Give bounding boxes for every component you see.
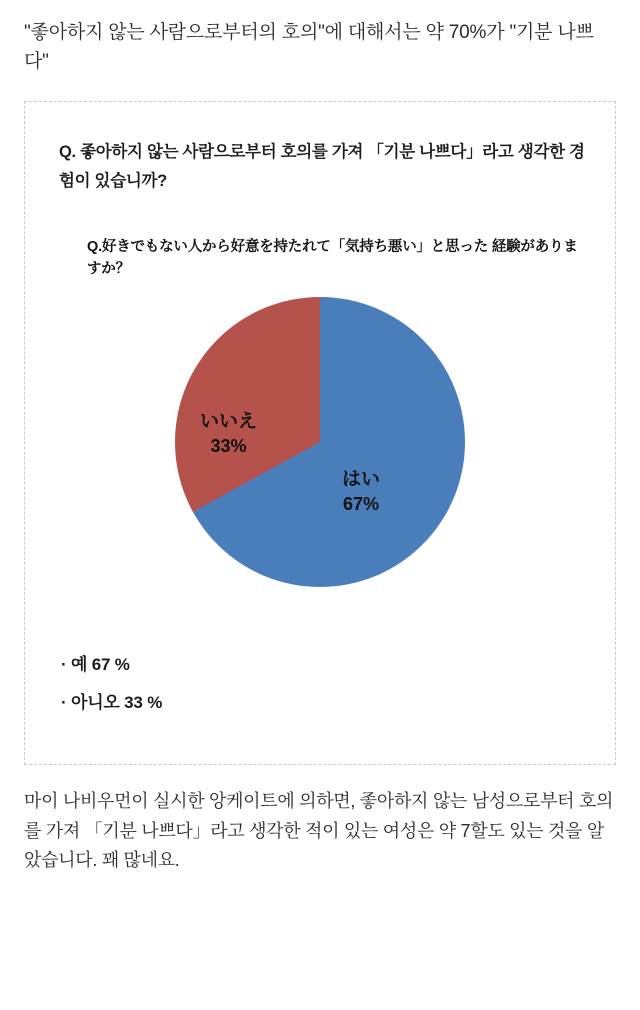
pie-slice-name-no: いいえ	[200, 410, 258, 432]
pie-slice-value-no: 33%	[210, 436, 247, 457]
article-body: 마이 나비우먼이 실시한 앙케이트에 의하면, 좋아하지 않는 남성으로부터 호의를 가져 「기분 나쁘다」라고 생각한 적이 있는 여성은 약 7할도 있는 것을 알았습니다. 꽤 많네요.	[24, 790, 614, 871]
pie-slice-label-no	[200, 409, 257, 459]
legend-item: · 예 67 %	[61, 654, 130, 674]
legend-item: · 아니오 33 %	[61, 693, 163, 713]
survey-card	[24, 101, 616, 765]
question-japanese: Q.好きでもない人から好意を持たれて「気持ち悪い」と思った 経験がありますか？	[87, 238, 578, 278]
pie-slice-value-yes: 67%	[342, 494, 380, 515]
pie-slice-label-yes	[342, 467, 380, 517]
pie-slice-name-yes: はい	[342, 468, 381, 490]
chart-legend	[61, 653, 587, 716]
question-korean: Q. 좋아하지 않는 사람으로부터 호의를 가져 「기분 나쁘다」라고 생각한 경험이 있습니까?	[59, 142, 585, 190]
page-title: "좋아하지 않는 사람으로부터의 호의"에 대해서는 약 70%가 "기분 나쁘다"	[24, 22, 594, 73]
pie-chart	[53, 289, 587, 619]
